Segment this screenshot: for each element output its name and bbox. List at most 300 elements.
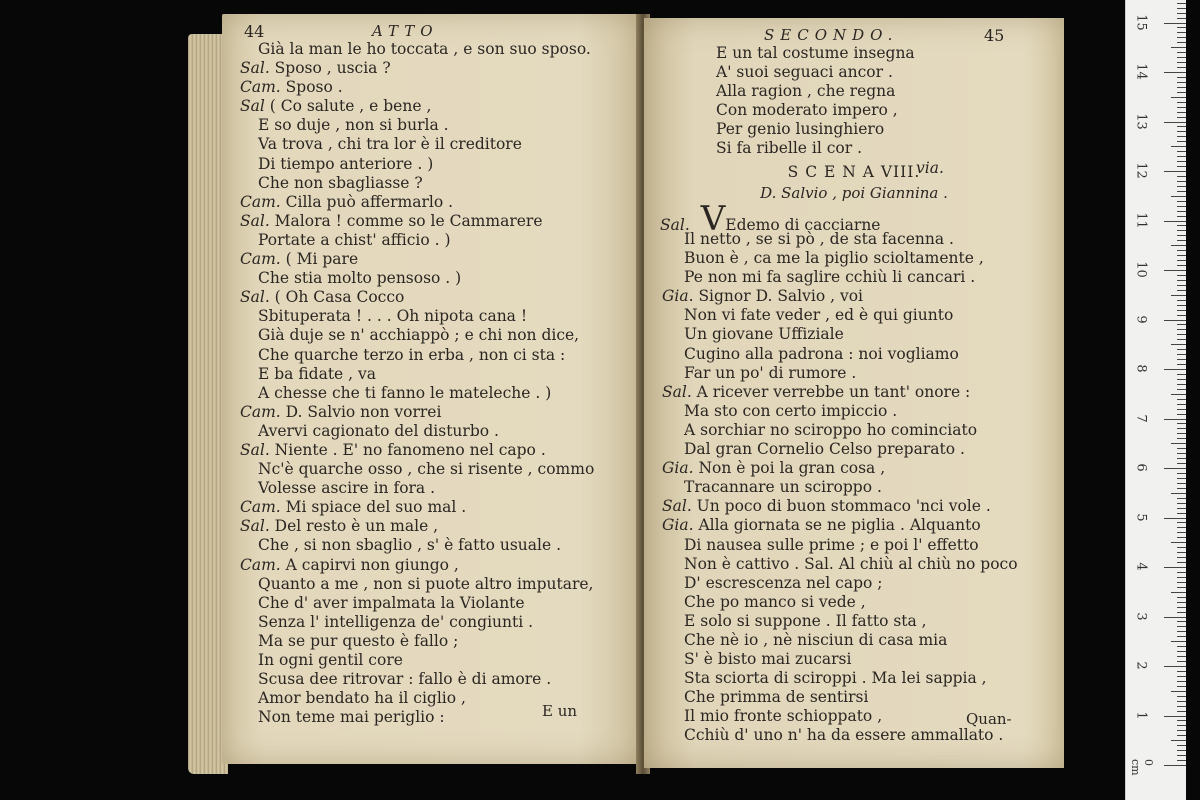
- ruler-tick: [1177, 379, 1186, 380]
- ruler-tick: [1177, 428, 1186, 429]
- line-text: Pe non mi fa saglire cchiù li cancari .: [684, 268, 976, 287]
- line-text: A' suoi seguaci ancor .: [716, 63, 893, 82]
- ruler-tick: [1177, 433, 1186, 434]
- ruler-tick: [1164, 716, 1186, 717]
- ruler-tick: [1177, 285, 1186, 286]
- text-line: [222, 288, 642, 307]
- ruler-tick: [1177, 532, 1186, 533]
- text-line: [222, 155, 642, 174]
- ruler-tick: [1177, 621, 1186, 622]
- ruler-tick: [1177, 696, 1186, 697]
- ruler-tick: [1177, 166, 1186, 167]
- ruler-tick: [1177, 607, 1186, 608]
- ruler-tick: [1177, 329, 1186, 330]
- text-line: [644, 268, 1064, 287]
- ruler-tick: [1177, 161, 1186, 162]
- line-text: Ma se pur questo è fallo ;: [258, 631, 459, 650]
- text-line: [222, 346, 642, 365]
- line-text: Dal gran Cornelio Celso preparato .: [684, 440, 965, 459]
- line-text: Un giovane Uffiziale: [684, 325, 844, 344]
- ruler-tick: [1177, 711, 1186, 712]
- ruler-tick: [1177, 458, 1186, 459]
- ruler-tick: [1171, 592, 1186, 593]
- ruler-tick: [1171, 443, 1186, 444]
- ruler-tick: [1164, 72, 1186, 73]
- ruler-tick: [1177, 587, 1186, 588]
- ruler-tick: [1164, 567, 1186, 568]
- text-line: [644, 82, 1064, 101]
- line-text: E ba fidate , va: [258, 364, 377, 383]
- ruler-tick: [1177, 503, 1186, 504]
- text-line: [644, 306, 1064, 325]
- ruler-tick: [1177, 136, 1186, 137]
- ruler-tick: [1177, 265, 1186, 266]
- line-text: Di tiempo anteriore . ): [258, 154, 434, 173]
- text-line: [222, 441, 642, 460]
- ruler-number: 6: [1133, 463, 1149, 472]
- line-text: Buon è , ca me la piglio scioltamente ,: [684, 249, 984, 268]
- text-line: [644, 383, 1064, 402]
- text-line: [222, 708, 642, 727]
- speaker-label: Gia.: [662, 287, 699, 306]
- text-line: [644, 536, 1064, 555]
- ruler-tick: [1177, 141, 1186, 142]
- ruler-tick: [1177, 8, 1186, 9]
- line-text: Che d' aver impalmata la Violante: [258, 593, 525, 612]
- text-line: [222, 613, 642, 632]
- ruler-tick: [1177, 3, 1186, 4]
- speaker-label: Sal.: [240, 288, 275, 307]
- line-text: Ma sto con certo impiccio .: [684, 401, 898, 420]
- speaker-label: Sal.: [240, 59, 275, 78]
- ruler-tick: [1177, 537, 1186, 538]
- ruler-tick: [1177, 597, 1186, 598]
- left-catchword: E un: [542, 702, 578, 720]
- text-line: [644, 688, 1064, 707]
- line-text: Già duje se n' acchiappò ; e chi non dice,: [258, 326, 580, 345]
- ruler-tick: [1177, 211, 1186, 212]
- line-text: Volesse ascire in fora .: [258, 479, 436, 498]
- open-book: [188, 14, 1068, 774]
- ruler-tick: [1177, 701, 1186, 702]
- ruler-tick: [1177, 201, 1186, 202]
- speaker-label: Sal.: [240, 517, 275, 536]
- ruler-tick: [1177, 498, 1186, 499]
- ruler-tick: [1171, 691, 1186, 692]
- drop-cap: V: [700, 199, 726, 239]
- ruler-tick: [1177, 399, 1186, 400]
- text-line: [222, 116, 642, 135]
- ruler-tick: [1177, 508, 1186, 509]
- ruler-tick: [1177, 77, 1186, 78]
- text-line: [644, 631, 1064, 650]
- ruler-tick: [1177, 661, 1186, 662]
- ruler-tick: [1177, 315, 1186, 316]
- ruler-tick: [1164, 122, 1186, 123]
- text-line: [222, 498, 642, 517]
- measurement-ruler: [1125, 0, 1186, 800]
- text-line: [644, 345, 1064, 364]
- ruler-tick: [1177, 235, 1186, 236]
- text-line: [644, 249, 1064, 268]
- ruler-number: 1: [1133, 710, 1149, 720]
- left-text-block: [222, 40, 642, 727]
- ruler-number: 3: [1133, 611, 1149, 621]
- line-text: Niente . E' no fanomeno nel capo .: [274, 440, 546, 459]
- ruler-tick: [1164, 270, 1186, 271]
- first-line-rest: Edemo di cacciarne: [725, 216, 881, 234]
- ruler-tick: [1177, 191, 1186, 192]
- line-text: Che , si non sbaglio , s' è fatto usuale .: [258, 536, 562, 555]
- line-text: Per genio lusinghiero: [716, 120, 885, 139]
- ruler-tick: [1177, 62, 1186, 63]
- ruler-tick: [1177, 671, 1186, 672]
- ruler-tick: [1177, 389, 1186, 390]
- line-text: Non vi fate veder , ed è qui giunto: [684, 306, 954, 325]
- ruler-tick: [1171, 97, 1186, 98]
- line-text: Scusa dee ritrovar : fallo è di amore .: [258, 670, 552, 689]
- right-text-top: [644, 44, 1064, 159]
- ruler-tick: [1177, 760, 1186, 761]
- ruler-tick: [1177, 260, 1186, 261]
- ruler-tick: [1177, 527, 1186, 528]
- text-line: [222, 250, 642, 269]
- text-line: [222, 689, 642, 708]
- line-text: Va trova , chi tra lor è il creditore: [258, 135, 522, 154]
- text-line: [222, 231, 642, 250]
- left-running-head: ATTO: [372, 22, 439, 40]
- ruler-tick: [1177, 513, 1186, 514]
- scene-characters: D. Salvio , poi Giannina .: [760, 184, 948, 202]
- ruler-tick: [1177, 275, 1186, 276]
- speaker-label: Gia.: [662, 516, 699, 535]
- ruler-tick: [1177, 364, 1186, 365]
- ruler-tick: [1177, 631, 1186, 632]
- text-line: [644, 44, 1064, 63]
- text-line: [644, 478, 1064, 497]
- ruler-tick: [1164, 23, 1186, 24]
- ruler-tick: [1177, 636, 1186, 637]
- speaker-label: Cam.: [240, 250, 286, 269]
- line-text: ( Oh Casa Cocco: [274, 288, 405, 307]
- ruler-tick: [1177, 572, 1186, 573]
- text-line: [222, 78, 642, 97]
- ruler-tick: [1177, 117, 1186, 118]
- line-text: Portate a chist' afficio . ): [258, 230, 451, 249]
- ruler-tick: [1177, 735, 1186, 736]
- ruler-tick: [1177, 547, 1186, 548]
- ruler-tick: [1164, 320, 1186, 321]
- ruler-tick: [1177, 656, 1186, 657]
- ruler-tick: [1177, 300, 1186, 301]
- text-line: [222, 40, 642, 59]
- ruler-tick: [1177, 602, 1186, 603]
- ruler-tick: [1177, 483, 1186, 484]
- ruler-tick: [1177, 681, 1186, 682]
- ruler-tick: [1171, 493, 1186, 494]
- ruler-tick: [1177, 453, 1186, 454]
- line-text: Sposo .: [285, 78, 343, 97]
- line-text: Avervi cagionato del disturbo .: [258, 421, 499, 440]
- ruler-tick: [1177, 676, 1186, 677]
- ruler-tick: [1177, 82, 1186, 83]
- line-text: Già la man le ho toccata , e son suo sposo.: [258, 40, 591, 58]
- line-text: E solo si suppone . Il fatto sta ,: [684, 611, 927, 630]
- line-text: A sorchiar no sciroppo ho cominciato: [684, 420, 978, 439]
- ruler-tick: [1171, 641, 1186, 642]
- speaker-label: Sal.: [240, 440, 275, 459]
- ruler-tick: [1164, 171, 1186, 172]
- ruler-tick: [1164, 221, 1186, 222]
- ruler-tick: [1164, 617, 1186, 618]
- ruler-tick: [1177, 87, 1186, 88]
- line-text: Alla ragion , che regna: [716, 82, 896, 101]
- ruler-tick: [1177, 612, 1186, 613]
- ruler-number: 11: [1133, 211, 1149, 229]
- ruler-number: 14: [1133, 63, 1149, 80]
- ruler-tick: [1177, 414, 1186, 415]
- ruler-tick: [1177, 522, 1186, 523]
- line-text: Non è poi la gran cosa ,: [698, 459, 886, 478]
- ruler-tick: [1164, 419, 1186, 420]
- ruler-tick: [1171, 196, 1186, 197]
- ruler-tick: [1177, 651, 1186, 652]
- ruler-tick: [1177, 473, 1186, 474]
- ruler-tick: [1177, 725, 1186, 726]
- ruler-tick: [1177, 176, 1186, 177]
- text-line: [644, 726, 1064, 745]
- speaker-label: Sal.: [662, 382, 697, 401]
- line-text: D' escrescenza nel capo ;: [684, 573, 883, 592]
- ruler-tick: [1177, 27, 1186, 28]
- text-line: [644, 650, 1064, 669]
- line-text: Amor bendato ha il ciglio ,: [258, 689, 466, 708]
- ruler-tick: [1177, 577, 1186, 578]
- ruler-tick: [1177, 423, 1186, 424]
- ruler-tick: [1177, 334, 1186, 335]
- line-text: Sta sciorta di sciroppi . Ma lei sappia ,: [684, 669, 987, 688]
- ruler-tick: [1177, 384, 1186, 385]
- line-text: Si fa ribelle il cor .: [716, 139, 863, 158]
- text-line: [644, 593, 1064, 612]
- text-line: [644, 459, 1064, 478]
- ruler-tick: [1177, 102, 1186, 103]
- speaker-label: Gia.: [662, 459, 699, 478]
- right-page: [644, 18, 1064, 768]
- line-text: Sposo , uscia ?: [274, 59, 391, 78]
- ruler-tick: [1177, 151, 1186, 152]
- ruler-tick: [1177, 374, 1186, 375]
- ruler-tick: [1177, 52, 1186, 53]
- ruler-tick: [1177, 438, 1186, 439]
- text-line: [644, 612, 1064, 631]
- ruler-tick: [1171, 740, 1186, 741]
- ruler-tick: [1164, 468, 1186, 469]
- line-text: Senza l' intelligenza de' congiunti .: [258, 612, 534, 631]
- text-line: [644, 574, 1064, 593]
- ruler-tick: [1177, 126, 1186, 127]
- line-text: Tracannare un sciroppo .: [684, 478, 882, 497]
- ruler-tick: [1171, 295, 1186, 296]
- ruler-tick: [1177, 463, 1186, 464]
- text-line: [644, 555, 1064, 574]
- line-text: Cugino alla padrona : noi vogliamo: [684, 344, 959, 363]
- ruler-tick: [1177, 186, 1186, 187]
- text-line: [222, 632, 642, 651]
- speaker-label: Cam.: [240, 192, 286, 211]
- ruler-tick: [1177, 552, 1186, 553]
- line-text: Che po manco si vede ,: [684, 592, 866, 611]
- ruler-tick: [1177, 107, 1186, 108]
- ruler-tick: [1171, 146, 1186, 147]
- ruler-tick: [1177, 206, 1186, 207]
- text-line: [222, 307, 642, 326]
- ruler-tick: [1177, 112, 1186, 113]
- text-line: [644, 101, 1064, 120]
- ruler-tick: [1177, 250, 1186, 251]
- text-line: [222, 479, 642, 498]
- ruler-tick: [1177, 755, 1186, 756]
- text-line: [644, 669, 1064, 688]
- speaker-label: Cam.: [240, 498, 286, 517]
- ruler-number: 12: [1133, 162, 1149, 179]
- ruler-tick: [1177, 32, 1186, 33]
- left-page: [222, 14, 642, 764]
- ruler-tick: [1177, 409, 1186, 410]
- line-text: A chesse che ti fanno le mateleche . ): [258, 383, 552, 402]
- ruler-tick: [1177, 562, 1186, 563]
- ruler-tick: [1177, 18, 1186, 19]
- text-line: [222, 97, 642, 116]
- text-line: [644, 63, 1064, 82]
- ruler-number: 10: [1133, 261, 1149, 278]
- line-text: Alla giornata se ne piglia . Alquanto: [698, 516, 981, 535]
- right-catchword: Quan-: [966, 710, 1012, 728]
- text-line: [644, 421, 1064, 440]
- scene-title: S C E N A VIII.: [787, 163, 921, 181]
- line-text: A ricever verrebbe un tant' onore :: [696, 382, 971, 401]
- line-text: Che non sbagliasse ?: [258, 173, 423, 192]
- text-line: [222, 651, 642, 670]
- line-text: S' è bisto mai zucarsi: [684, 650, 852, 669]
- ruler-tick: [1177, 750, 1186, 751]
- text-line: [644, 287, 1064, 306]
- text-line: [222, 174, 642, 193]
- text-line: [222, 135, 642, 154]
- scene-first-line: [660, 199, 881, 239]
- ruler-tick: [1177, 310, 1186, 311]
- ruler-tick: [1177, 280, 1186, 281]
- ruler-tick: [1171, 245, 1186, 246]
- text-line: [222, 422, 642, 441]
- text-line: [222, 575, 642, 594]
- ruler-number: 4: [1133, 562, 1149, 571]
- ruler-number: 5: [1133, 512, 1149, 522]
- text-line: [222, 460, 642, 479]
- text-line: [222, 536, 642, 555]
- ruler-tick: [1177, 305, 1186, 306]
- ruler-tick: [1177, 359, 1186, 360]
- text-line: [222, 193, 642, 212]
- text-line: [222, 517, 642, 536]
- line-text: In ogni gentil core: [258, 651, 403, 669]
- line-text: Il netto , se si pò , de sta facenna .: [684, 230, 954, 248]
- line-text: Di nausea sulle prime ; e poi l' effetto: [684, 535, 979, 554]
- ruler-tick: [1177, 349, 1186, 350]
- exit-direction: via.: [916, 159, 944, 177]
- line-text: Non è cattivo . Sal. Al chiù al chiù no poco: [684, 554, 1018, 573]
- speaker-label: Cam.: [240, 555, 286, 574]
- ruler-tick: [1177, 730, 1186, 731]
- line-text: Signor D. Salvio , voi: [698, 287, 864, 306]
- line-text: ( Co salute , e bene ,: [269, 97, 432, 116]
- ruler-tick: [1171, 542, 1186, 543]
- line-text: Che nè io , nè nisciun di casa mia: [684, 630, 948, 649]
- line-text: Nc'è quarche osso , che si risente , commo: [258, 460, 595, 479]
- line-text: Malora ! comme so le Cammarere: [274, 211, 543, 230]
- ruler-tick: [1164, 518, 1186, 519]
- ruler-tick: [1177, 582, 1186, 583]
- ruler-tick: [1177, 745, 1186, 746]
- ruler-tick: [1177, 181, 1186, 182]
- ruler-tick: [1177, 626, 1186, 627]
- text-line: [644, 440, 1064, 459]
- ruler-tick: [1177, 720, 1186, 721]
- left-page-number: 44: [244, 22, 265, 41]
- ruler-tick: [1177, 57, 1186, 58]
- text-line: [644, 516, 1064, 535]
- right-running-head: SECONDO.: [764, 26, 899, 44]
- text-line: [644, 230, 1064, 249]
- ruler-number: 7: [1133, 413, 1149, 423]
- text-line: [222, 269, 642, 288]
- line-text: Non teme mai periglio :: [258, 708, 445, 727]
- ruler-tick: [1177, 488, 1186, 489]
- ruler-tick: [1177, 230, 1186, 231]
- ruler-tick: [1177, 255, 1186, 256]
- line-text: Sbituperata ! . . . Oh nipota cana !: [258, 307, 528, 326]
- first-speaker: Sal.: [660, 216, 690, 234]
- text-line: [644, 325, 1064, 344]
- ruler-tick: [1177, 404, 1186, 405]
- ruler-tick: [1177, 42, 1186, 43]
- ruler-tick: [1177, 324, 1186, 325]
- text-line: [222, 59, 642, 78]
- ruler-tick: [1164, 666, 1186, 667]
- line-text: Un poco di buon stommaco 'nci vole .: [696, 497, 991, 516]
- ruler-tick: [1171, 394, 1186, 395]
- text-line: [644, 120, 1064, 139]
- line-text: Che stia molto pensoso . ): [258, 269, 462, 288]
- ruler-tick: [1177, 131, 1186, 132]
- text-line: [222, 403, 642, 422]
- right-page-number: 45: [984, 26, 1005, 45]
- speaker-label: Cam.: [240, 78, 286, 97]
- line-text: Cchiù d' uno n' ha da essere ammallato .: [684, 726, 1004, 745]
- ruler-tick: [1177, 706, 1186, 707]
- ruler-tick: [1177, 240, 1186, 241]
- line-text: A capirvi non giungo ,: [285, 555, 459, 574]
- ruler-tick: [1177, 290, 1186, 291]
- line-text: Del resto è un male ,: [274, 517, 439, 536]
- right-text-bottom: [644, 230, 1064, 746]
- ruler-tick: [1177, 339, 1186, 340]
- text-line: [222, 384, 642, 403]
- ruler-tick: [1177, 37, 1186, 38]
- text-line: [222, 212, 642, 231]
- ruler-number: 13: [1133, 112, 1149, 130]
- ruler-tick: [1177, 354, 1186, 355]
